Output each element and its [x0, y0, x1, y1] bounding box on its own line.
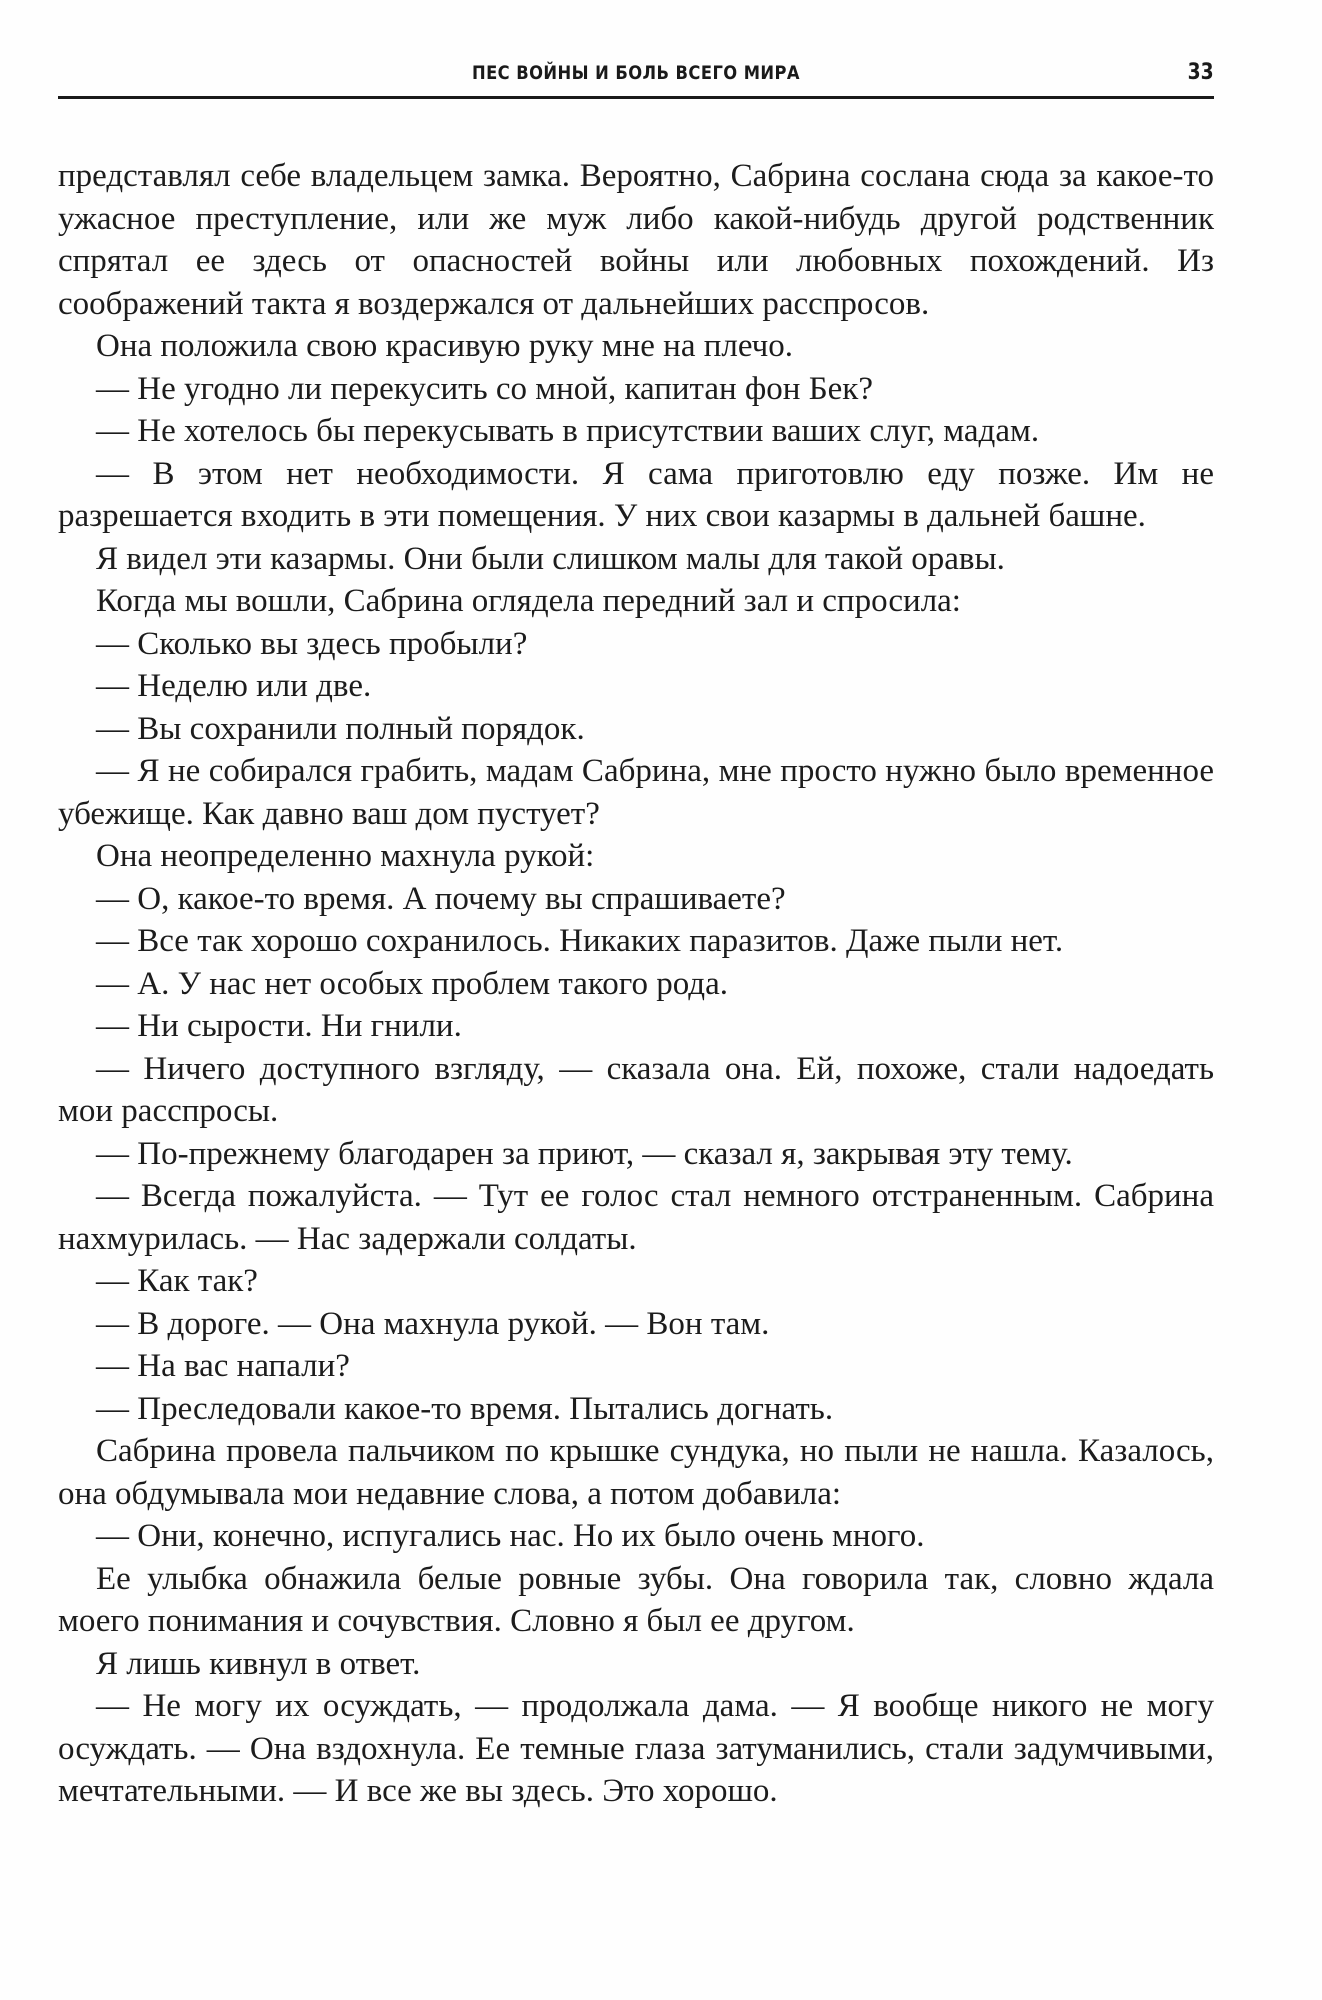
paragraph: — Преследовали какое-то время. Пытались догнать. — [96, 1390, 834, 1427]
paragraph: — Всегда пожалуйста. — Тут ее голос стал немного отстраненным. Сабрина нахмурилась. — Нас задержали солдаты. — [58, 1178, 1214, 1257]
paragraph: — Не могу их осуждать, — продолжала дама. — Я вообще никого не могу осуждать. — Она вздохнула. Ее темные глаза затуманились, стали задумчивыми, мечтательными. — И все же вы здесь. Это хорошо. — [58, 1688, 1214, 1809]
paragraph: — О, какое-то время. А почему вы спрашиваете? — [96, 880, 786, 917]
paragraph: — По-прежнему благодарен за приют, — сказал я, закрывая эту тему. — [96, 1135, 1073, 1172]
paragraph: — Не хотелось бы перекусывать в присутствии ваших слуг, мадам. — [96, 413, 1040, 449]
paragraph: Ее улыбка обнажила белые ровные зубы. Она говорила так, словно ждала моего понимания и сочувствия. Словно я был ее другом. — [58, 1560, 1214, 1639]
page-number: 33 — [1187, 60, 1214, 85]
paragraph: — В дороге. — Она махнула рукой. — Вон там. — [96, 1305, 770, 1342]
paragraph: — На вас напали? — [96, 1348, 350, 1384]
paragraph: Я лишь кивнул в ответ. — [96, 1645, 421, 1682]
paragraph: представлял себе владельцем замка. Вероятно, Сабрина сослана сюда за какое-то ужасное преступление, или же муж либо какой-нибудь другой родственник спрятал ее здесь от опасностей войны или любовных похождений. Из соображений такта я воздержался от дальнейших расспросов. — [58, 158, 1214, 322]
paragraph: Сабрина провела пальчиком по крышке сундука, но пыли не нашла. Казалось, она обдумывала мои недавние слова, а потом добавила: — [58, 1433, 1214, 1512]
paragraph: Когда мы вошли, Сабрина оглядела передний зал и спросила: — [96, 583, 961, 619]
paragraph: — Неделю или две. — [96, 668, 372, 704]
paragraph: Я видел эти казармы. Они были слишком малы для такой оравы. — [96, 540, 1005, 577]
paragraph: — Сколько вы здесь пробыли? — [96, 625, 528, 662]
paragraph: — Я не собирался грабить, мадам Сабрина, мне просто нужно было временное убежище. Как давно ваш дом пустует? — [58, 753, 1214, 832]
paragraph: — Ни сырости. Ни гнили. — [96, 1008, 462, 1044]
paragraph: — Вы сохранили полный порядок. — [96, 710, 585, 747]
running-title: ПЕС ВОЙНЫ И БОЛЬ ВСЕГО МИРА — [471, 62, 801, 84]
paragraph: — А. У нас нет особых проблем такого рода. — [96, 965, 728, 1002]
paragraph: Она положила свою красивую руку мне на плечо. — [96, 328, 794, 364]
paragraph: — Все так хорошо сохранилось. Никаких паразитов. Даже пыли нет. — [96, 923, 1064, 959]
paragraph: Она неопределенно махнула рукой: — [96, 838, 595, 874]
paragraph: — Как так? — [96, 1263, 258, 1299]
paragraph: — Они, конечно, испугались нас. Но их было очень много. — [96, 1518, 925, 1554]
body-text — [58, 155, 1214, 1813]
paragraph: — Не угодно ли перекусить со мной, капитан фон Бек? — [96, 370, 873, 407]
running-header — [58, 52, 1214, 99]
paragraph: — В этом нет необходимости. Я сама приготовлю еду позже. Им не разрешается входить в эти помещения. У них свои казармы в дальней башне. — [58, 455, 1214, 534]
paragraph: — Ничего доступного взгляду, — сказала она. Ей, похоже, стали надоедать мои расспросы. — [58, 1050, 1214, 1129]
